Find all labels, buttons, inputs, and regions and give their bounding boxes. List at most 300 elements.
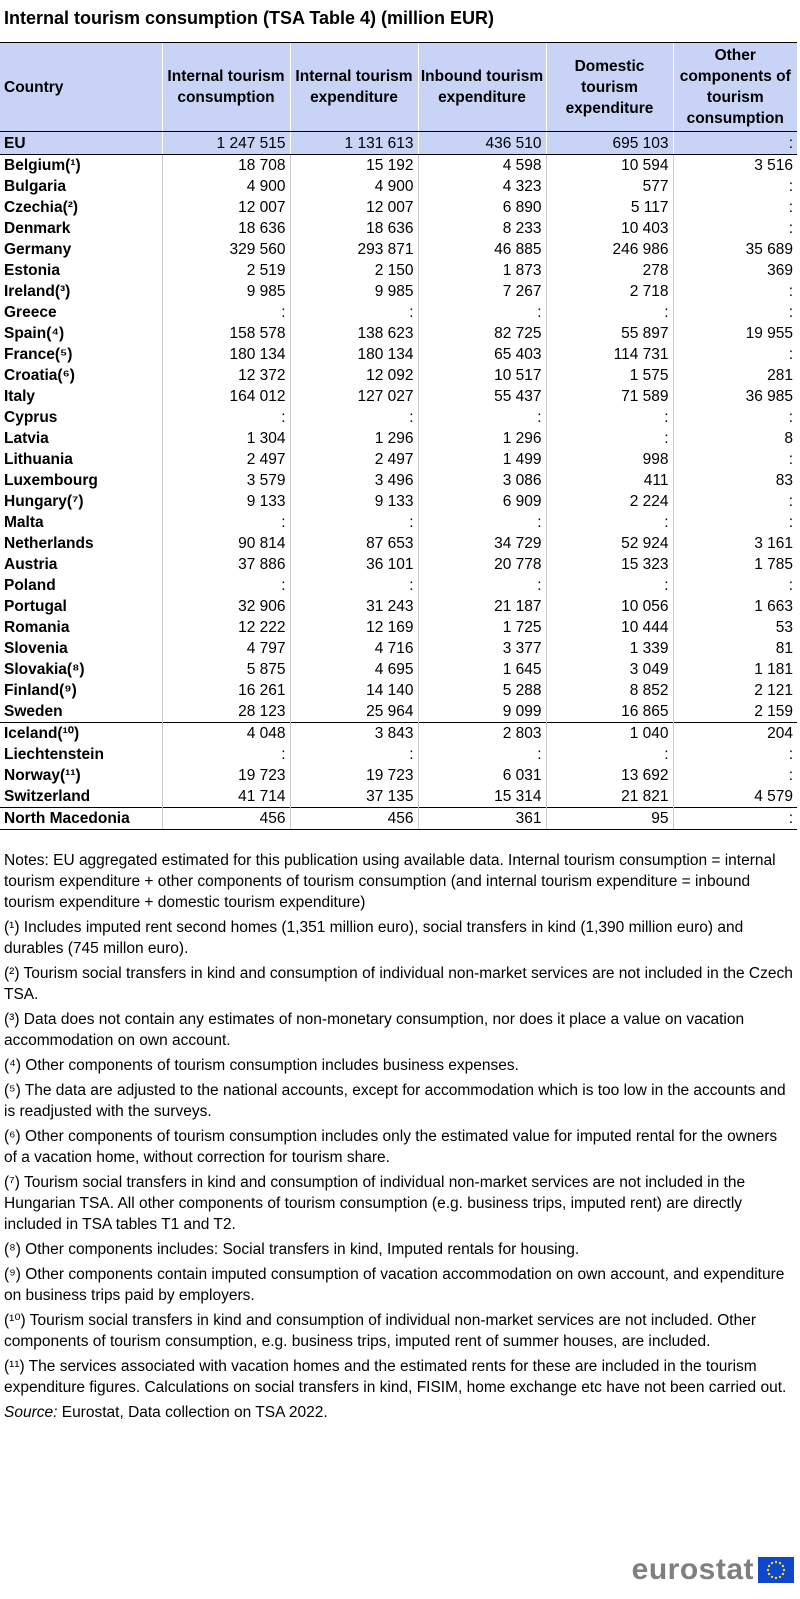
value-cell: 456 xyxy=(290,808,418,830)
value-cell: : xyxy=(418,407,546,428)
value-cell: : xyxy=(290,575,418,596)
value-cell: 19 723 xyxy=(162,765,290,786)
value-cell: 37 135 xyxy=(290,786,418,808)
value-cell: : xyxy=(673,449,797,470)
value-cell: 18 636 xyxy=(290,218,418,239)
value-cell: 10 056 xyxy=(546,596,673,617)
value-cell: 12 007 xyxy=(162,197,290,218)
star-icon xyxy=(767,1569,769,1571)
value-cell: : xyxy=(162,575,290,596)
table-row xyxy=(0,533,797,554)
country-name: Liechtenstein xyxy=(4,746,104,763)
table-row xyxy=(0,176,797,197)
star-icon xyxy=(775,1577,777,1579)
value-cell: 31 243 xyxy=(290,596,418,617)
country-cell xyxy=(0,575,162,596)
value-cell: : xyxy=(673,344,797,365)
table-title: Internal tourism consumption (TSA Table 4) (million EUR) xyxy=(4,8,495,28)
country-cell xyxy=(0,218,162,239)
value-cell: 53 xyxy=(673,617,797,638)
value-cell: 1 785 xyxy=(673,554,797,575)
value-cell: 1 873 xyxy=(418,260,546,281)
value-cell: 2 497 xyxy=(290,449,418,470)
value-cell: 19 955 xyxy=(673,323,797,344)
table-row xyxy=(0,723,797,745)
value-cell: 9 133 xyxy=(290,491,418,512)
country-name: Ireland xyxy=(4,283,55,300)
logo-text: eurostat xyxy=(631,1553,754,1586)
value-cell: 12 007 xyxy=(290,197,418,218)
country-name: Norway xyxy=(4,767,60,784)
value-cell: 695 103 xyxy=(546,132,673,155)
note: (⁹) Other components contain imputed consumption of vacation accommodation on own account, and expenditure on business trips paid by employers. xyxy=(4,1266,785,1304)
value-cell: 4 048 xyxy=(162,723,290,745)
footnote-ref: (²) xyxy=(62,199,79,216)
country-name: Cyprus xyxy=(4,409,58,426)
value-cell: : xyxy=(673,407,797,428)
country-name: Belgium xyxy=(4,157,66,174)
value-cell: 2 519 xyxy=(162,260,290,281)
country-cell xyxy=(0,176,162,197)
value-cell: 35 689 xyxy=(673,239,797,260)
column-header: Country xyxy=(0,43,162,132)
value-cell: 2 159 xyxy=(673,701,797,723)
country-name: Estonia xyxy=(4,262,60,279)
value-cell: 3 377 xyxy=(418,638,546,659)
star-icon xyxy=(779,1562,781,1564)
source-label: Source: xyxy=(4,1404,58,1421)
country-name: Denmark xyxy=(4,220,71,237)
value-cell: 4 323 xyxy=(418,176,546,197)
country-cell xyxy=(0,428,162,449)
value-cell: 6 890 xyxy=(418,197,546,218)
country-cell xyxy=(0,638,162,659)
value-cell: 2 718 xyxy=(546,281,673,302)
star-icon xyxy=(779,1576,781,1578)
country-name: Poland xyxy=(4,577,56,594)
country-name: Croatia xyxy=(4,367,58,384)
table-row xyxy=(0,808,797,830)
country-name: Bulgaria xyxy=(4,178,67,195)
table-row xyxy=(0,617,797,638)
table-row xyxy=(0,744,797,765)
star-icon xyxy=(782,1573,784,1575)
value-cell: 3 843 xyxy=(290,723,418,745)
value-cell: 1 339 xyxy=(546,638,673,659)
value-cell: 10 594 xyxy=(546,155,673,177)
value-cell: : xyxy=(290,512,418,533)
value-cell: : xyxy=(673,512,797,533)
value-cell: 10 517 xyxy=(418,365,546,386)
value-cell: : xyxy=(162,744,290,765)
value-cell: 411 xyxy=(546,470,673,491)
value-cell: 37 886 xyxy=(162,554,290,575)
value-cell: : xyxy=(673,218,797,239)
footnote-ref: (³) xyxy=(54,283,71,300)
value-cell: 25 964 xyxy=(290,701,418,723)
table-row xyxy=(0,765,797,786)
value-cell: 82 725 xyxy=(418,323,546,344)
value-cell: 36 985 xyxy=(673,386,797,407)
note: (³) Data does not contain any estimates of non-monetary consumption, nor does it place a value on vacation accommodation on own account. xyxy=(4,1011,745,1049)
value-cell: 114 731 xyxy=(546,344,673,365)
country-cell xyxy=(0,132,162,155)
column-header: Inbound tourism expenditure xyxy=(418,43,546,132)
value-cell: 5 875 xyxy=(162,659,290,680)
tourism-table xyxy=(0,42,797,830)
value-cell: 436 510 xyxy=(418,132,546,155)
value-cell: 329 560 xyxy=(162,239,290,260)
value-cell: 12 372 xyxy=(162,365,290,386)
value-cell: 41 714 xyxy=(162,786,290,808)
table-row xyxy=(0,302,797,323)
country-name: Austria xyxy=(4,556,58,573)
value-cell: 1 499 xyxy=(418,449,546,470)
column-header: Internal tourism expenditure xyxy=(290,43,418,132)
value-cell: 9 133 xyxy=(162,491,290,512)
country-cell xyxy=(0,512,162,533)
value-cell: : xyxy=(290,407,418,428)
value-cell: 95 xyxy=(546,808,673,830)
country-name: North Macedonia xyxy=(4,810,130,827)
value-cell: 8 233 xyxy=(418,218,546,239)
value-cell: : xyxy=(290,744,418,765)
value-cell: 9 985 xyxy=(162,281,290,302)
country-cell xyxy=(0,197,162,218)
footnote-ref: (⁵) xyxy=(54,346,73,363)
value-cell: 204 xyxy=(673,723,797,745)
country-cell xyxy=(0,239,162,260)
value-cell: 10 444 xyxy=(546,617,673,638)
value-cell: 13 692 xyxy=(546,765,673,786)
table-row xyxy=(0,155,797,177)
value-cell: : xyxy=(290,302,418,323)
note: (²) Tourism social transfers in kind and consumption of individual non-market services are not included in the Czech TSA. xyxy=(4,965,793,1003)
table-row xyxy=(0,786,797,808)
note: (¹¹) The services associated with vacation homes and the estimated rents for these are included in the tourism expenditure figures. Calculations on social transfers in kind, FISIM, home exchange etc have not been carried out. xyxy=(4,1358,787,1396)
table-row xyxy=(0,407,797,428)
value-cell: 14 140 xyxy=(290,680,418,701)
value-cell: 4 598 xyxy=(418,155,546,177)
value-cell: 55 897 xyxy=(546,323,673,344)
eu-flag-icon xyxy=(758,1557,794,1583)
country-name: Slovakia xyxy=(4,661,67,678)
source-line xyxy=(4,1402,794,1423)
value-cell: 71 589 xyxy=(546,386,673,407)
value-cell: 2 497 xyxy=(162,449,290,470)
country-cell xyxy=(0,723,162,745)
country-cell xyxy=(0,449,162,470)
star-icon xyxy=(768,1565,770,1567)
footnote-ref: (⁷) xyxy=(66,493,84,510)
column-header: Internal tourism consumption xyxy=(162,43,290,132)
country-name: Germany xyxy=(4,241,72,258)
value-cell: 1 296 xyxy=(290,428,418,449)
country-name: Czechia xyxy=(4,199,63,216)
table-row xyxy=(0,596,797,617)
value-cell: : xyxy=(673,176,797,197)
source-text: Eurostat, Data collection on TSA 2022. xyxy=(57,1404,328,1421)
value-cell: 21 187 xyxy=(418,596,546,617)
note: (⁶) Other components of tourism consumption includes only the estimated value for imputed rental for the owners of a vacation home, without correction for tourism share. xyxy=(4,1128,778,1166)
value-cell: 2 121 xyxy=(673,680,797,701)
value-cell: : xyxy=(673,302,797,323)
note: (⁴) Other components of tourism consumption includes business expenses. xyxy=(4,1057,519,1074)
country-cell xyxy=(0,596,162,617)
value-cell: 3 516 xyxy=(673,155,797,177)
value-cell: : xyxy=(162,407,290,428)
country-name: Malta xyxy=(4,514,44,531)
country-cell xyxy=(0,344,162,365)
value-cell: 81 xyxy=(673,638,797,659)
notes-section xyxy=(4,850,794,1427)
value-cell: 293 871 xyxy=(290,239,418,260)
value-cell: 15 314 xyxy=(418,786,546,808)
note: (⁷) Tourism social transfers in kind and consumption of individual non-market services are not included in the Hungarian TSA. All other components of tourism consumption (e.g. business trips, imputed rent) are directly included in TSA tables T1 and T2. xyxy=(4,1174,746,1233)
value-cell: 1 247 515 xyxy=(162,132,290,155)
value-cell: 5 117 xyxy=(546,197,673,218)
value-cell: 9 099 xyxy=(418,701,546,723)
value-cell: 246 986 xyxy=(546,239,673,260)
value-cell: 36 101 xyxy=(290,554,418,575)
eurostat-logo xyxy=(632,1553,794,1587)
footnote-ref: (¹) xyxy=(65,157,81,174)
value-cell: 164 012 xyxy=(162,386,290,407)
eu-stars-icon xyxy=(758,1557,794,1583)
footnote-ref: (⁹) xyxy=(59,682,77,699)
value-cell: 4 900 xyxy=(290,176,418,197)
value-cell: 3 496 xyxy=(290,470,418,491)
column-header: Domestic tourism expenditure xyxy=(546,43,673,132)
value-cell: : xyxy=(673,808,797,830)
country-name: Finland xyxy=(4,682,60,699)
value-cell: 83 xyxy=(673,470,797,491)
value-cell: 12 222 xyxy=(162,617,290,638)
value-cell: 456 xyxy=(162,808,290,830)
star-icon xyxy=(768,1573,770,1575)
value-cell: 4 579 xyxy=(673,786,797,808)
value-cell: 1 663 xyxy=(673,596,797,617)
country-cell xyxy=(0,260,162,281)
value-cell: 4 695 xyxy=(290,659,418,680)
country-cell xyxy=(0,281,162,302)
value-cell: 18 708 xyxy=(162,155,290,177)
note: (⁵) The data are adjusted to the national accounts, except for accommodation which is too low in the accounts and is readjusted with the surveys. xyxy=(4,1082,786,1120)
value-cell: 1 181 xyxy=(673,659,797,680)
country-cell xyxy=(0,617,162,638)
value-cell: 7 267 xyxy=(418,281,546,302)
table-row xyxy=(0,680,797,701)
country-cell xyxy=(0,765,162,786)
table-row xyxy=(0,428,797,449)
star-icon xyxy=(771,1562,773,1564)
country-cell xyxy=(0,659,162,680)
value-cell: : xyxy=(546,575,673,596)
note: (¹) Includes imputed rent second homes (1,351 million euro), social transfers in kind (1,390 million euro) and durables (745 millon euro). xyxy=(4,919,744,957)
value-cell: 1 575 xyxy=(546,365,673,386)
value-cell: : xyxy=(418,302,546,323)
table-row xyxy=(0,701,797,723)
star-icon xyxy=(783,1569,785,1571)
column-header: Other components of tourism consumption xyxy=(673,43,797,132)
table-row xyxy=(0,239,797,260)
value-cell: : xyxy=(673,765,797,786)
value-cell: 281 xyxy=(673,365,797,386)
country-name: Italy xyxy=(4,388,36,405)
country-cell xyxy=(0,554,162,575)
table-row xyxy=(0,659,797,680)
value-cell: : xyxy=(546,744,673,765)
country-cell xyxy=(0,302,162,323)
table-row xyxy=(0,344,797,365)
value-cell: 998 xyxy=(546,449,673,470)
value-cell: 10 403 xyxy=(546,218,673,239)
country-name: Spain xyxy=(4,325,47,342)
value-cell: 32 906 xyxy=(162,596,290,617)
value-cell: 52 924 xyxy=(546,533,673,554)
table-row xyxy=(0,197,797,218)
value-cell: 158 578 xyxy=(162,323,290,344)
table-row xyxy=(0,491,797,512)
country-name: EU xyxy=(4,134,26,152)
value-cell: 28 123 xyxy=(162,701,290,723)
value-cell: 1 645 xyxy=(418,659,546,680)
value-cell: 369 xyxy=(673,260,797,281)
value-cell: : xyxy=(162,512,290,533)
country-cell xyxy=(0,533,162,554)
value-cell: 3 161 xyxy=(673,533,797,554)
value-cell: : xyxy=(546,302,673,323)
value-cell: 1 131 613 xyxy=(290,132,418,155)
footnote-ref: (⁴) xyxy=(46,325,65,342)
value-cell: 6 909 xyxy=(418,491,546,512)
value-cell: 361 xyxy=(418,808,546,830)
country-cell xyxy=(0,680,162,701)
value-cell: 15 192 xyxy=(290,155,418,177)
value-cell: 2 224 xyxy=(546,491,673,512)
footnote-ref: (¹¹) xyxy=(60,767,81,784)
value-cell: 6 031 xyxy=(418,765,546,786)
table-row xyxy=(0,386,797,407)
footnote-ref: (¹⁰) xyxy=(57,725,80,742)
country-cell xyxy=(0,470,162,491)
value-cell: 4 716 xyxy=(290,638,418,659)
value-cell: 65 403 xyxy=(418,344,546,365)
country-cell xyxy=(0,786,162,808)
table-row xyxy=(0,470,797,491)
value-cell: 20 778 xyxy=(418,554,546,575)
value-cell: 5 288 xyxy=(418,680,546,701)
table-row xyxy=(0,323,797,344)
country-cell xyxy=(0,407,162,428)
table-row xyxy=(0,365,797,386)
note: (⁸) Other components includes: Social transfers in kind, Imputed rentals for housing. xyxy=(4,1241,580,1258)
value-cell: : xyxy=(546,407,673,428)
country-name: Hungary xyxy=(4,493,67,510)
table-row xyxy=(0,449,797,470)
country-cell xyxy=(0,386,162,407)
country-name: Netherlands xyxy=(4,535,94,552)
value-cell: 4 797 xyxy=(162,638,290,659)
value-cell: : xyxy=(418,744,546,765)
country-name: Iceland xyxy=(4,725,58,742)
country-name: Portugal xyxy=(4,598,67,615)
value-cell: 12 169 xyxy=(290,617,418,638)
header-row xyxy=(0,43,797,132)
star-icon xyxy=(782,1565,784,1567)
value-cell: 1 296 xyxy=(418,428,546,449)
country-cell xyxy=(0,744,162,765)
value-cell: : xyxy=(418,512,546,533)
country-cell xyxy=(0,155,162,177)
value-cell: 2 150 xyxy=(290,260,418,281)
country-name: Lithuania xyxy=(4,451,73,468)
value-cell: 127 027 xyxy=(290,386,418,407)
country-name: Switzerland xyxy=(4,788,91,805)
country-cell xyxy=(0,365,162,386)
value-cell: : xyxy=(673,575,797,596)
value-cell: 9 985 xyxy=(290,281,418,302)
table-row xyxy=(0,218,797,239)
table-row xyxy=(0,260,797,281)
value-cell: 16 865 xyxy=(546,701,673,723)
value-cell: 15 323 xyxy=(546,554,673,575)
value-cell: 1 304 xyxy=(162,428,290,449)
country-name: Romania xyxy=(4,619,70,636)
country-cell xyxy=(0,808,162,830)
value-cell: 180 134 xyxy=(162,344,290,365)
country-name: Sweden xyxy=(4,703,63,720)
value-cell: 12 092 xyxy=(290,365,418,386)
star-icon xyxy=(771,1576,773,1578)
value-cell: : xyxy=(673,281,797,302)
value-cell: : xyxy=(418,575,546,596)
country-name: Luxembourg xyxy=(4,472,98,489)
value-cell: : xyxy=(546,512,673,533)
value-cell: 8 xyxy=(673,428,797,449)
table-row xyxy=(0,554,797,575)
value-cell: 3 049 xyxy=(546,659,673,680)
value-cell: 87 653 xyxy=(290,533,418,554)
value-cell: 3 086 xyxy=(418,470,546,491)
value-cell: : xyxy=(673,132,797,155)
value-cell: 90 814 xyxy=(162,533,290,554)
value-cell: 16 261 xyxy=(162,680,290,701)
table-row xyxy=(0,638,797,659)
value-cell: 21 821 xyxy=(546,786,673,808)
country-name: Greece xyxy=(4,304,57,321)
table-row xyxy=(0,575,797,596)
value-cell: 46 885 xyxy=(418,239,546,260)
value-cell: : xyxy=(673,744,797,765)
table-row xyxy=(0,281,797,302)
country-cell xyxy=(0,491,162,512)
note: Notes: EU aggregated estimated for this publication using available data. Internal tourism consumption = internal tourism expenditure + other components of tourism consumption (and internal tourism expenditure = inbound tourism expenditure + domestic tourism expenditure) xyxy=(4,852,776,911)
value-cell: 180 134 xyxy=(290,344,418,365)
country-name: France xyxy=(4,346,55,363)
country-name: Slovenia xyxy=(4,640,68,657)
value-cell: 2 803 xyxy=(418,723,546,745)
value-cell: 19 723 xyxy=(290,765,418,786)
footnote-ref: (⁸) xyxy=(66,661,85,678)
value-cell: 34 729 xyxy=(418,533,546,554)
value-cell: 18 636 xyxy=(162,218,290,239)
note: (¹⁰) Tourism social transfers in kind and consumption of individual non-market services are not included. Other components of tourism consumption, e.g. business trips, imputed rent of summer houses, are included. xyxy=(4,1312,756,1350)
country-name: Latvia xyxy=(4,430,49,447)
value-cell: 3 579 xyxy=(162,470,290,491)
value-cell: 55 437 xyxy=(418,386,546,407)
value-cell: 1 040 xyxy=(546,723,673,745)
